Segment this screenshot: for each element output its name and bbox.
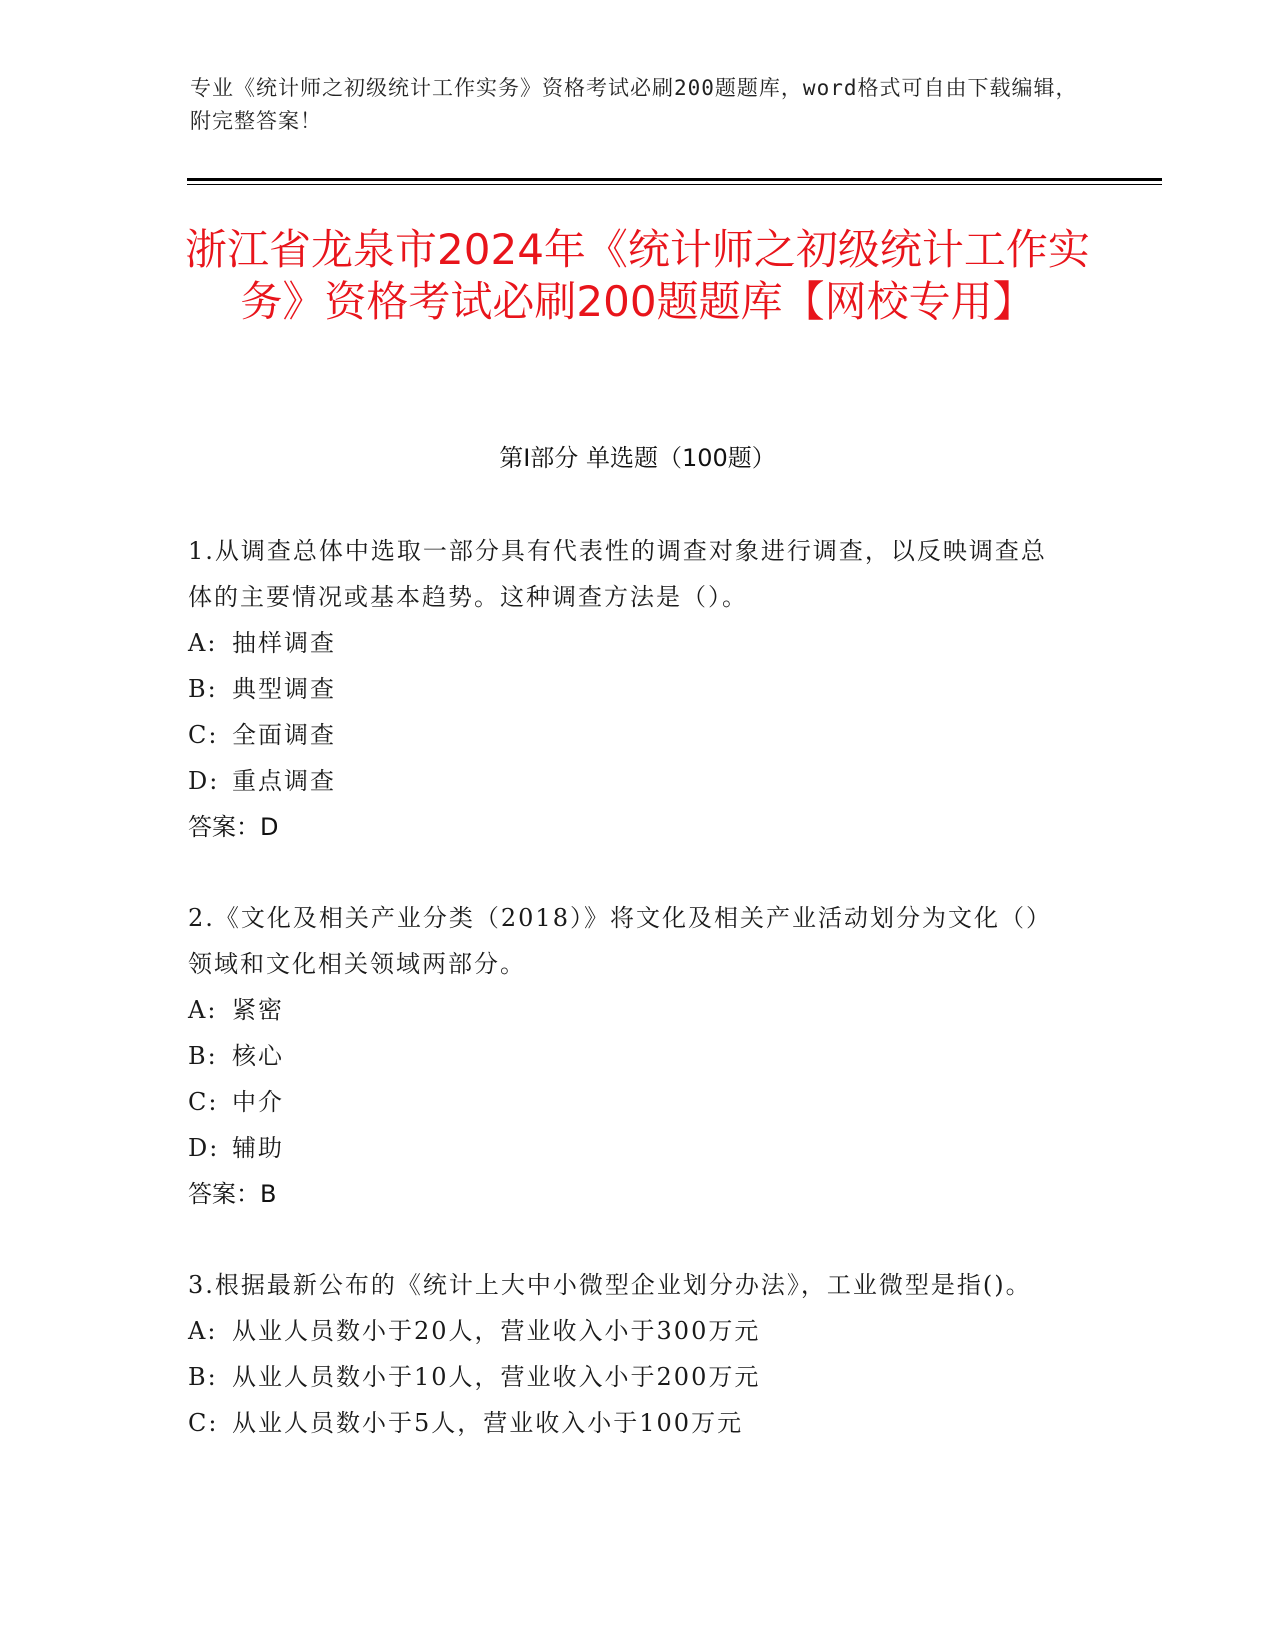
- header-rule-thick: [187, 178, 1162, 181]
- header-note: 专业《统计师之初级统计工作实务》资格考试必刷200题题库，word格式可自由下载编辑，附完整答案！: [190, 76, 1078, 133]
- option-text: 辅助: [232, 1134, 284, 1162]
- option-key: B:: [188, 1042, 218, 1070]
- option-text: 典型调查: [232, 675, 336, 703]
- option-c: [188, 712, 1068, 758]
- question-1: [188, 528, 1068, 850]
- option-text: 核心: [232, 1042, 284, 1070]
- option-a: [188, 620, 1068, 666]
- option-d: [188, 758, 1068, 804]
- answer-line: 答案：B: [188, 1180, 277, 1208]
- answer-line: 答案：D: [188, 813, 279, 841]
- option-b: [188, 1033, 1068, 1079]
- question-stem: 3.根据最新公布的《统计上大中小微型企业划分办法》，工业微型是指()。: [188, 1271, 1032, 1299]
- question-list: [188, 528, 1068, 1491]
- option-key: A:: [188, 629, 218, 657]
- question-stem: 2.《文化及相关产业分类（2018）》将文化及相关产业活动划分为文化（）领域和文化相关领域两部分。: [188, 904, 1052, 978]
- option-text: 中介: [232, 1088, 284, 1116]
- option-text: 重点调查: [232, 767, 336, 795]
- question-2: [188, 895, 1068, 1217]
- option-text: 全面调查: [232, 721, 336, 749]
- option-key: D:: [188, 1134, 220, 1162]
- option-c: [188, 1400, 1068, 1446]
- option-a: [188, 1308, 1068, 1354]
- option-key: B:: [188, 1363, 218, 1391]
- option-b: [188, 666, 1068, 712]
- option-c: [188, 1079, 1068, 1125]
- section-title: 第Ⅰ部分 单选题（100题）: [499, 444, 776, 472]
- option-a: [188, 987, 1068, 1033]
- option-text: 抽样调查: [232, 629, 336, 657]
- option-text: 从业人员数小于10人，营业收入小于200万元: [232, 1363, 761, 1391]
- option-key: D:: [188, 767, 220, 795]
- option-key: C:: [188, 1409, 219, 1437]
- option-key: A:: [188, 996, 218, 1024]
- option-text: 紧密: [232, 996, 284, 1024]
- option-b: [188, 1354, 1068, 1400]
- option-text: 从业人员数小于20人，营业收入小于300万元: [232, 1317, 761, 1345]
- option-text: 从业人员数小于5人，营业收入小于100万元: [232, 1409, 744, 1437]
- header-rule-thin: [187, 184, 1162, 185]
- option-key: C:: [188, 721, 219, 749]
- option-d: [188, 1125, 1068, 1171]
- document-title: 浙江省龙泉市2024年《统计师之初级统计工作实务》资格考试必刷200题题库【网校专用】: [185, 225, 1090, 326]
- question-stem: 1.从调查总体中选取一部分具有代表性的调查对象进行调查，以反映调查总体的主要情况或基本趋势。这种调查方法是（）。: [188, 537, 1047, 611]
- question-3: [188, 1262, 1068, 1446]
- option-key: A:: [188, 1317, 218, 1345]
- option-key: C:: [188, 1088, 219, 1116]
- option-key: B:: [188, 675, 218, 703]
